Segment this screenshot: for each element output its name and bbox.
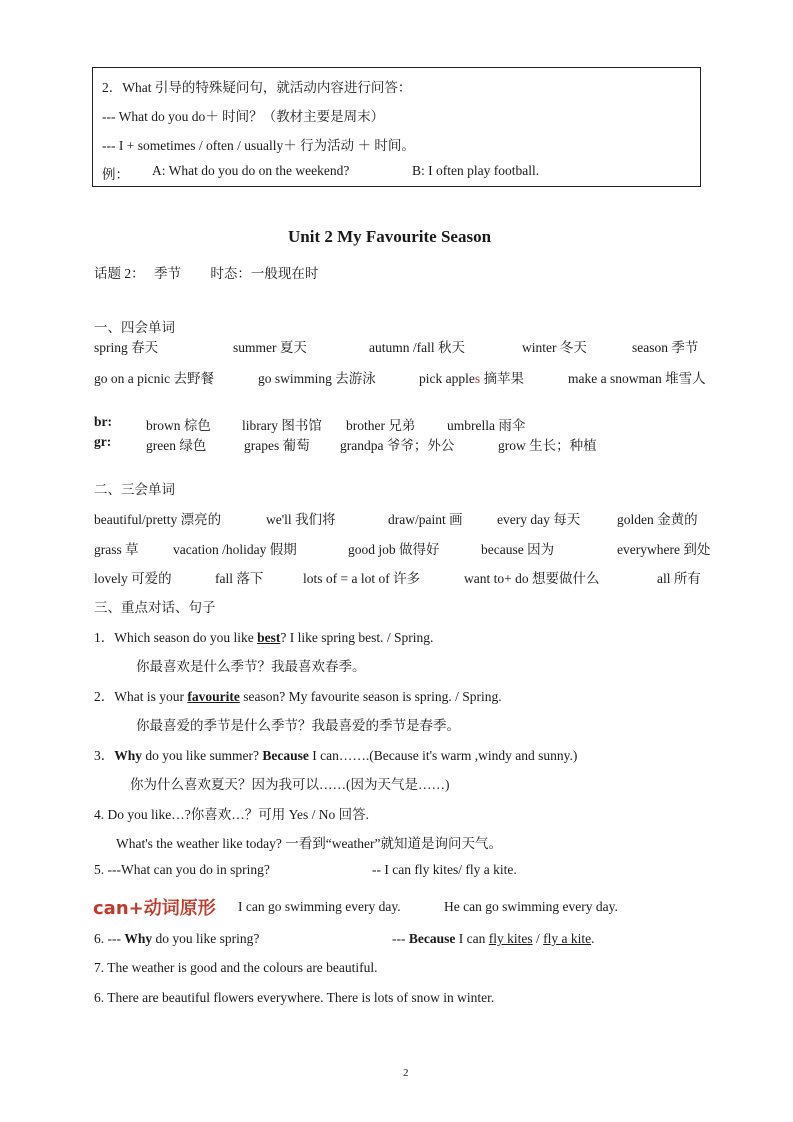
s2-keyword-favourite: favourite (187, 689, 240, 704)
word-every-day: every day 每天 (497, 512, 581, 527)
topic-value: 季节 (154, 266, 181, 281)
s1-part-a: 1．Which season do you like (94, 630, 258, 645)
box-example-a: A: What do you do on the weekend? (152, 163, 350, 178)
word-grandpa: grandpa 爷爷；外公 (340, 438, 455, 453)
topic-number: 话题 2： (94, 266, 145, 281)
word-vacation: vacation /holiday 假期 (173, 542, 297, 557)
word-brother: brother 兄弟 (346, 418, 416, 433)
word-grow: grow 生长；种植 (498, 438, 597, 453)
word-everywhere: everywhere 到处 (617, 542, 711, 557)
sentence-6-question (94, 931, 259, 947)
topic-label (94, 262, 318, 282)
word-winter: winter 冬天 (522, 340, 587, 355)
word-brown: brown 棕色 (146, 418, 211, 433)
box-line-2: --- What do you do＋ 时间？（教材主要是周末） (102, 109, 385, 124)
section-3-heading: 三、重点对话、句子 (94, 600, 216, 615)
s3-keyword-why: Why (114, 748, 143, 763)
sentence-2 (94, 685, 502, 705)
gr-label: gr: (94, 434, 112, 449)
word-library: library 图书馆 (242, 418, 322, 433)
section-1-heading: 一、四会单词 (94, 320, 175, 335)
word-autumn: autumn /fall 秋天 (369, 340, 465, 355)
s6-keyword-why: Why (124, 931, 153, 946)
word-season: season 季节 (632, 340, 699, 355)
sentence-8: 6. There are beautiful flowers everywhere. There is lots of snow in winter. (94, 990, 495, 1005)
page-number: 2 (403, 1067, 409, 1079)
section-2-heading: 二、三会单词 (94, 482, 175, 497)
sentence-5-answer: -- I can fly kites/ fly a kite. (372, 862, 517, 877)
s6-fly-a-kite: fly a kite (543, 931, 592, 946)
s2-part-c: season? My favourite season is spring. / Spring. (239, 689, 502, 704)
box-example-label: 例： (102, 167, 129, 182)
s2-part-a: 2．What is your (94, 689, 188, 704)
can-example-1: I can go swimming every day. (238, 899, 401, 914)
sentence-4-weather: What's the weather like today? 一看到“weather”就知道是询问天气。 (116, 836, 502, 851)
box-line-3: --- I + sometimes / often / usually＋ 行为活动 ＋ 时间。 (102, 138, 415, 153)
word-umbrella: umbrella 雨伞 (447, 418, 526, 433)
s3-keyword-because: Because (262, 748, 309, 763)
word-lovely: lovely 可爱的 (94, 571, 172, 586)
word-grass: grass 草 (94, 542, 139, 557)
unit-title: Unit 2 My Favourite Season (288, 227, 492, 246)
br-label: br: (94, 414, 112, 429)
sentence-1 (94, 626, 433, 646)
word-draw: draw/paint 画 (388, 512, 463, 527)
sentence-3-cn: 你为什么喜欢夏天？因为我可以……(因为天气是……) (130, 777, 450, 792)
word-good-job: good job 做得好 (348, 542, 440, 557)
s6-ans-prefix: --- (392, 931, 409, 946)
sentence-5-question: 5. ---What can you do in spring? (94, 862, 270, 877)
phrase-picnic: go on a picnic 去野餐 (94, 371, 214, 386)
word-want-to: want to+ do 想要做什么 (464, 571, 600, 586)
tense-label: 时态：一般现在时 (210, 266, 319, 281)
s6-prefix: 6. --- (94, 931, 125, 946)
s3-num: 3． (94, 748, 115, 763)
word-grapes: grapes 葡萄 (244, 438, 310, 453)
word-golden: golden 金黄的 (617, 512, 698, 527)
phrase-swimming: go swimming 去游泳 (258, 371, 376, 386)
s6-slash: / (532, 931, 544, 946)
phrase-snowman: make a snowman 堆雪人 (568, 371, 706, 386)
word-well: we'll 我们将 (266, 512, 336, 527)
word-all: all 所有 (657, 571, 701, 586)
can-rule-label: can+动词原形 (93, 898, 216, 919)
sentence-4: 4. Do you like…?你喜欢…？可用 Yes / No 回答. (94, 807, 370, 822)
box-example-b: B: I often play football. (412, 163, 540, 178)
s6-period: . (591, 931, 595, 946)
s6-rest: do you like spring? (152, 931, 260, 946)
pick-apple-cn: 摘苹果 (480, 371, 524, 386)
word-spring: spring 春天 (94, 340, 159, 355)
sentence-6-answer (392, 931, 594, 947)
word-lots-of: lots of = a lot of 许多 (303, 571, 421, 586)
pick-apple-text: pick apple (419, 371, 475, 386)
sentence-7: 7. The weather is good and the colours are beautiful. (94, 960, 378, 975)
box-line-1: 2．What 引导的特殊疑问句，就活动内容进行问答： (102, 80, 412, 95)
can-example-2: He can go swimming every day. (444, 899, 618, 914)
word-summer: summer 夏天 (233, 340, 307, 355)
word-fall: fall 落下 (215, 571, 264, 586)
s3-part-e: I can…….(Because it's warm ,windy and sunny.) (308, 748, 578, 763)
s6-keyword-because: Because (408, 931, 456, 946)
pick-apple-s: s (474, 371, 481, 386)
s6-fly-kites: fly kites (488, 931, 533, 946)
sentence-1-cn: 你最喜欢是什么季节？我最喜欢春季。 (136, 659, 366, 674)
s6-ans-mid: I can (455, 931, 489, 946)
word-because: because 因为 (481, 542, 555, 557)
s1-part-c: ? I like spring best. / Spring. (280, 630, 434, 645)
s1-keyword-best: best (257, 630, 281, 645)
word-green: green 绿色 (146, 438, 207, 453)
word-beautiful: beautiful/pretty 漂亮的 (94, 512, 222, 527)
s3-part-c: do you like summer? (142, 748, 263, 763)
phrase-pick-apples (419, 367, 524, 387)
sentence-3 (94, 744, 577, 764)
sentence-2-cn: 你最喜爱的季节是什么季节？我最喜爱的季节是春季。 (136, 718, 460, 733)
